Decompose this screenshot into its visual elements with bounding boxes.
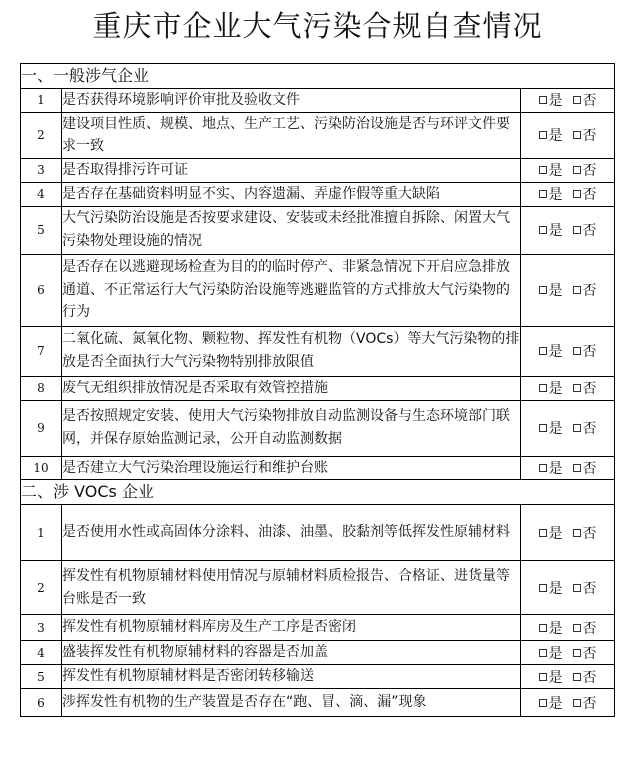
item-number: 3: [21, 615, 62, 641]
checklist-row: [21, 112, 615, 158]
checklist-row: [21, 561, 615, 615]
item-number: 2: [21, 112, 62, 158]
item-number: 5: [21, 206, 62, 254]
section-heading-row: [21, 480, 615, 505]
no-label: 否: [582, 669, 597, 686]
no-label: 否: [582, 223, 597, 240]
checklist-row: [21, 400, 615, 456]
yes-option[interactable]: [539, 378, 563, 398]
yes-checkbox-icon[interactable]: [539, 584, 547, 592]
yes-checkbox-icon[interactable]: [539, 384, 547, 392]
yes-label: 是: [548, 223, 563, 240]
no-label: 否: [582, 645, 597, 662]
no-option[interactable]: [573, 220, 597, 240]
yes-no-options: [521, 665, 615, 689]
no-option[interactable]: [573, 184, 597, 204]
no-checkbox-icon[interactable]: [573, 584, 581, 592]
yes-no-options: [521, 689, 615, 717]
checklist-row: [21, 254, 615, 326]
item-number: 1: [21, 505, 62, 561]
no-label: 否: [582, 580, 597, 597]
item-question: 是否使用水性或高固体分涂料、油漆、油墨、胶黏剂等低挥发性原辅材料: [62, 505, 521, 561]
yes-no-options: [521, 376, 615, 400]
yes-checkbox-icon[interactable]: [539, 190, 547, 198]
yes-label: 是: [548, 580, 563, 597]
yes-label: 是: [548, 93, 563, 110]
yes-checkbox-icon[interactable]: [539, 424, 547, 432]
no-checkbox-icon[interactable]: [573, 699, 581, 707]
item-question: 涉挥发性有机物的生产装置是否存在“跑、冒、滴、漏”现象: [62, 689, 521, 717]
yes-option[interactable]: [539, 523, 563, 543]
yes-no-options: [521, 615, 615, 641]
no-label: 否: [582, 93, 597, 110]
item-number: 2: [21, 561, 62, 615]
yes-no-options: [521, 206, 615, 254]
yes-checkbox-icon[interactable]: [539, 624, 547, 632]
no-option[interactable]: [573, 341, 597, 361]
yes-checkbox-icon[interactable]: [539, 96, 547, 104]
yes-no-options: [521, 400, 615, 456]
no-checkbox-icon[interactable]: [573, 624, 581, 632]
yes-label: 是: [548, 620, 563, 637]
yes-no-options: [521, 112, 615, 158]
yes-no-options: [521, 456, 615, 480]
yes-no-options: [521, 182, 615, 206]
no-checkbox-icon[interactable]: [573, 131, 581, 139]
no-option[interactable]: [573, 418, 597, 438]
checklist-row: [21, 615, 615, 641]
yes-option[interactable]: [539, 643, 563, 663]
no-label: 否: [582, 283, 597, 300]
yes-no-options: [521, 89, 615, 113]
item-number: 7: [21, 326, 62, 376]
page-title: 重庆市企业大气污染合规自查情况: [92, 9, 543, 43]
yes-checkbox-icon[interactable]: [539, 166, 547, 174]
section-heading-row: [21, 64, 615, 89]
no-option[interactable]: [573, 693, 597, 713]
checklist-row: [21, 689, 615, 717]
item-question: 建设项目性质、规模、地点、生产工艺、污染防治设施是否与环评文件要求一致: [62, 112, 521, 158]
item-number: 5: [21, 665, 62, 689]
no-label: 否: [582, 620, 597, 637]
no-option[interactable]: [573, 523, 597, 543]
no-label: 否: [582, 163, 597, 180]
yes-label: 是: [548, 421, 563, 438]
checklist-row: [21, 376, 615, 400]
yes-checkbox-icon[interactable]: [539, 226, 547, 234]
item-number: 9: [21, 400, 62, 456]
yes-option[interactable]: [539, 458, 563, 478]
no-option[interactable]: [573, 378, 597, 398]
checklist-row: [21, 641, 615, 665]
yes-option[interactable]: [539, 184, 563, 204]
no-option[interactable]: [573, 643, 597, 663]
no-checkbox-icon[interactable]: [573, 673, 581, 681]
yes-no-options: [521, 641, 615, 665]
checklist-row: [21, 182, 615, 206]
yes-checkbox-icon[interactable]: [539, 529, 547, 537]
no-option[interactable]: [573, 458, 597, 478]
yes-no-options: [521, 561, 615, 615]
no-label: 否: [582, 381, 597, 398]
yes-option[interactable]: [539, 220, 563, 240]
yes-option[interactable]: [539, 90, 563, 110]
yes-no-options: [521, 159, 615, 183]
section-heading: 二、涉 VOCs 企业: [21, 480, 615, 505]
yes-checkbox-icon[interactable]: [539, 673, 547, 681]
item-question: 是否存在基础资料明显不实、内容遗漏、弄虚作假等重大缺陷: [62, 182, 521, 206]
no-option[interactable]: [573, 667, 597, 687]
item-number: 8: [21, 376, 62, 400]
item-question: 废气无组织排放情况是否采取有效管控措施: [62, 376, 521, 400]
yes-option[interactable]: [539, 578, 563, 598]
checklist-row: [21, 159, 615, 183]
checklist-row: [21, 505, 615, 561]
item-question: 盛装挥发性有机物原辅材料的容器是否加盖: [62, 641, 521, 665]
no-label: 否: [582, 460, 597, 477]
item-question: 是否存在以逃避现场检查为目的的临时停产、非紧急情况下开启应急排放通道、不正常运行大气污染防治设施等逃避监管的方式排放大气污染物的行为: [62, 254, 521, 326]
no-checkbox-icon[interactable]: [573, 464, 581, 472]
yes-label: 是: [548, 525, 563, 542]
yes-no-options: [521, 254, 615, 326]
no-checkbox-icon[interactable]: [573, 384, 581, 392]
compliance-checklist-table: [20, 63, 615, 717]
yes-option[interactable]: [539, 280, 563, 300]
checklist-row: [21, 326, 615, 376]
item-question: 挥发性有机物原辅材料使用情况与原辅材料质检报告、合格证、进货量等台账是否一致: [62, 561, 521, 615]
yes-label: 是: [548, 381, 563, 398]
yes-option[interactable]: [539, 667, 563, 687]
no-option[interactable]: [573, 125, 597, 145]
yes-option[interactable]: [539, 418, 563, 438]
item-question: 是否获得环境影响评价审批及验收文件: [62, 89, 521, 113]
yes-label: 是: [548, 283, 563, 300]
no-option[interactable]: [573, 578, 597, 598]
no-label: 否: [582, 525, 597, 542]
section-heading: 一、一般涉气企业: [21, 64, 615, 89]
no-option[interactable]: [573, 90, 597, 110]
item-number: 6: [21, 254, 62, 326]
no-label: 否: [582, 344, 597, 361]
item-number: 4: [21, 182, 62, 206]
no-checkbox-icon[interactable]: [573, 286, 581, 294]
item-question: 是否建立大气污染治理设施运行和维护台账: [62, 456, 521, 480]
yes-checkbox-icon[interactable]: [539, 464, 547, 472]
item-question: 是否取得排污许可证: [62, 159, 521, 183]
yes-checkbox-icon[interactable]: [539, 347, 547, 355]
yes-checkbox-icon[interactable]: [539, 699, 547, 707]
item-number: 4: [21, 641, 62, 665]
item-number: 3: [21, 159, 62, 183]
item-question: 挥发性有机物原辅材料库房及生产工序是否密闭: [62, 615, 521, 641]
no-option[interactable]: [573, 618, 597, 638]
yes-label: 是: [548, 645, 563, 662]
yes-label: 是: [548, 669, 563, 686]
no-label: 否: [582, 128, 597, 145]
item-question: 大气污染防治设施是否按要求建设、安装或未经批准擅自拆除、闲置大气污染物处理设施的情况: [62, 206, 521, 254]
checklist-row: [21, 456, 615, 480]
yes-option[interactable]: [539, 618, 563, 638]
yes-checkbox-icon[interactable]: [539, 286, 547, 294]
no-option[interactable]: [573, 280, 597, 300]
item-number: 10: [21, 456, 62, 480]
yes-option[interactable]: [539, 693, 563, 713]
item-question: 挥发性有机物原辅材料是否密闭转移输送: [62, 665, 521, 689]
yes-label: 是: [548, 187, 563, 204]
checklist-row: [21, 206, 615, 254]
yes-option[interactable]: [539, 341, 563, 361]
yes-no-options: [521, 326, 615, 376]
yes-label: 是: [548, 163, 563, 180]
no-label: 否: [582, 695, 597, 712]
no-checkbox-icon[interactable]: [573, 96, 581, 104]
yes-option[interactable]: [539, 125, 563, 145]
yes-label: 是: [548, 460, 563, 477]
yes-no-options: [521, 505, 615, 561]
item-question: 是否按照规定安装、使用大气污染物排放自动监测设备与生态环境部门联网，并保存原始监测记录，公开自动监测数据: [62, 400, 521, 456]
item-number: 1: [21, 89, 62, 113]
no-checkbox-icon[interactable]: [573, 347, 581, 355]
yes-label: 是: [548, 128, 563, 145]
no-checkbox-icon[interactable]: [573, 190, 581, 198]
checklist-row: [21, 665, 615, 689]
no-label: 否: [582, 421, 597, 438]
no-checkbox-icon[interactable]: [573, 166, 581, 174]
no-checkbox-icon[interactable]: [573, 226, 581, 234]
no-checkbox-icon[interactable]: [573, 424, 581, 432]
checklist-row: [21, 89, 615, 113]
yes-checkbox-icon[interactable]: [539, 131, 547, 139]
yes-label: 是: [548, 344, 563, 361]
checklist-body: [21, 64, 615, 717]
item-number: 6: [21, 689, 62, 717]
no-checkbox-icon[interactable]: [573, 529, 581, 537]
item-question: 二氧化硫、氮氧化物、颗粒物、挥发性有机物（VOCs）等大气污染物的排放是否全面执行大气污染物特别排放限值: [62, 326, 521, 376]
no-label: 否: [582, 187, 597, 204]
no-option[interactable]: [573, 160, 597, 180]
no-checkbox-icon[interactable]: [573, 649, 581, 657]
yes-option[interactable]: [539, 160, 563, 180]
yes-label: 是: [548, 695, 563, 712]
yes-checkbox-icon[interactable]: [539, 649, 547, 657]
